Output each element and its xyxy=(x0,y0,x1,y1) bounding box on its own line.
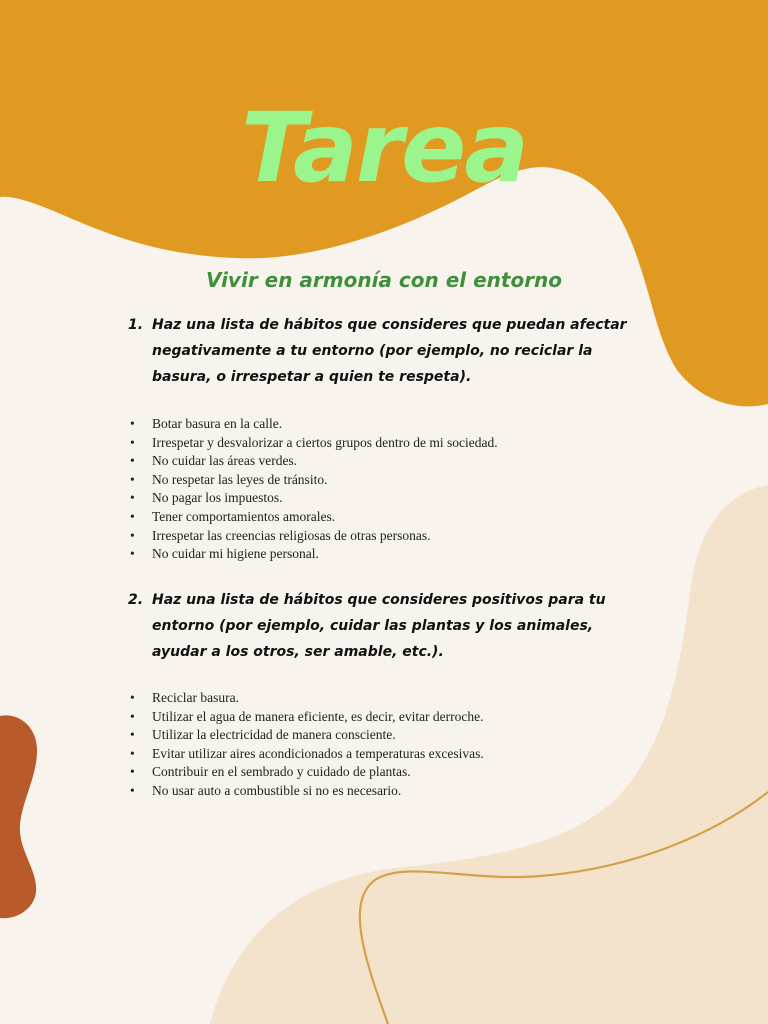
list-item: • No usar auto a combustible si no es necesario. xyxy=(128,782,484,801)
list-item: • No pagar los impuestos. xyxy=(128,489,498,508)
list-item: • Irrespetar las creencias religiosas de otras personas. xyxy=(128,527,498,546)
list-item: • Contribuir en el sembrado y cuidado de plantas. xyxy=(128,763,484,782)
question-2-answer-list xyxy=(128,689,484,801)
list-item: • Irrespetar y desvalorizar a ciertos grupos dentro de mi sociedad. xyxy=(128,434,498,453)
list-item: • Utilizar la electricidad de manera consciente. xyxy=(128,726,484,745)
question-2-number: 2. xyxy=(128,592,144,608)
question-1-number: 1. xyxy=(128,317,144,333)
list-item: • Utilizar el agua de manera eficiente, es decir, evitar derroche. xyxy=(128,708,484,727)
question-2 xyxy=(128,587,648,665)
list-item: • Evitar utilizar aires acondicionados a temperaturas excesivas. xyxy=(128,745,484,764)
question-1 xyxy=(128,312,648,390)
page-title: Tarea xyxy=(240,92,528,204)
page-subtitle: Vivir en armonía con el entorno xyxy=(205,268,563,292)
question-1-answer-list xyxy=(128,415,498,564)
list-item: • No respetar las leyes de tránsito. xyxy=(128,471,498,490)
list-item: • No cuidar las áreas verdes. xyxy=(128,452,498,471)
list-item: • Reciclar basura. xyxy=(128,689,484,708)
list-item: • No cuidar mi higiene personal. xyxy=(128,545,498,564)
list-item: • Botar basura en la calle. xyxy=(128,415,498,434)
question-2-text: Haz una lista de hábitos que consideres positivos para tu entorno (por ejemplo, cuidar las plantas y los animales, ayudar a los otros, ser amable, etc.). xyxy=(152,592,606,660)
question-1-text: Haz una lista de hábitos que consideres que puedan afectar negativamente a tu entorno (por ejemplo, no reciclar la basura, o irrespetar a quien te respeta). xyxy=(152,317,627,385)
list-item: • Tener comportamientos amorales. xyxy=(128,508,498,527)
rust-blob xyxy=(0,715,37,918)
